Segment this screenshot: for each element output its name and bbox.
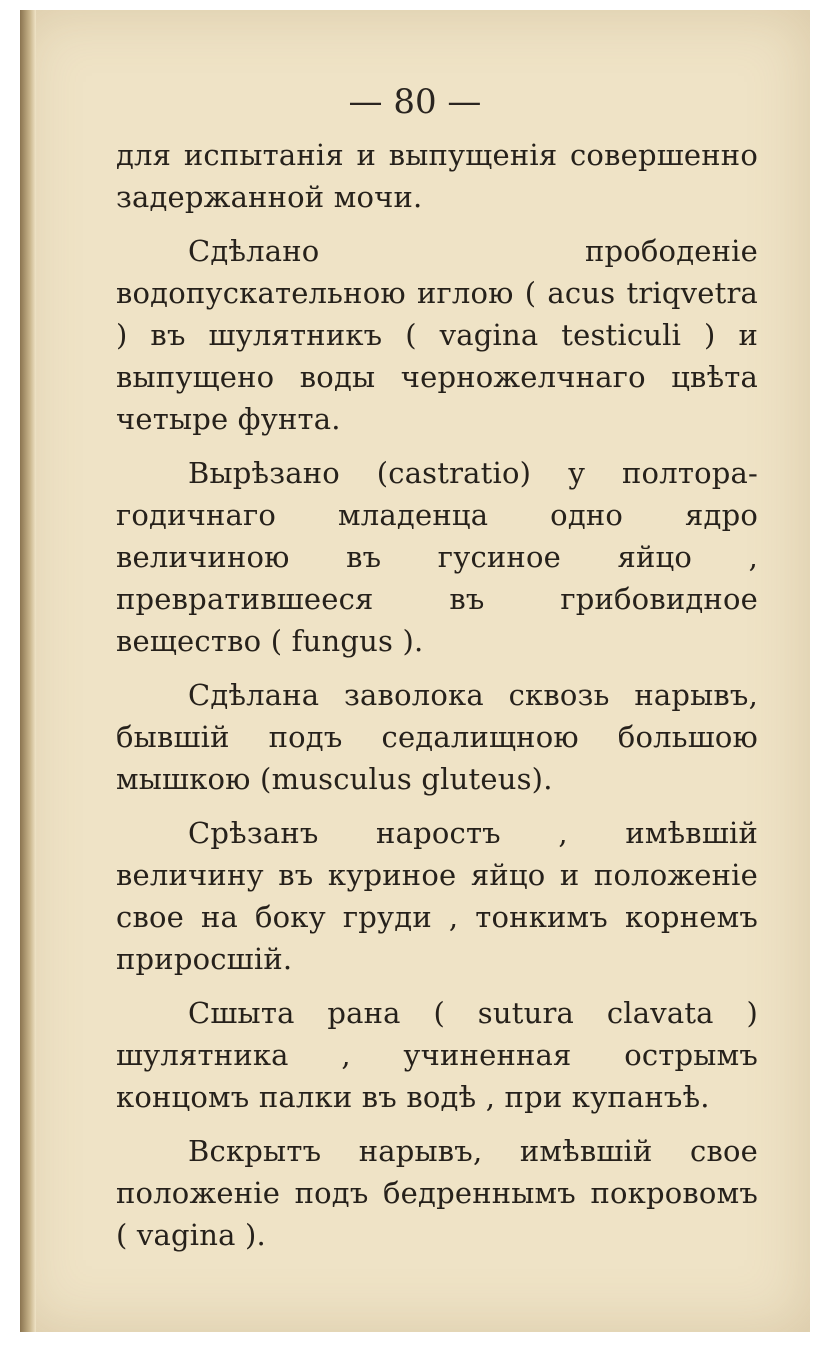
- book-spine: [20, 10, 36, 1332]
- page-number: — 80 —: [348, 82, 482, 122]
- paragraph-1: для испытанія и выпущенія совершенно задержанной мочи.: [116, 138, 758, 214]
- paragraph-4: Сдѣлана заволока сквозь нарывъ, бывшій подъ седалищною большою мышкою (musculus gluteus).: [116, 678, 758, 796]
- paragraph-6: Сшыта рана ( sutura clavata ) шулятника , учиненная острымъ концомъ палки въ водѣ , при купанъѣ.: [116, 996, 758, 1114]
- paragraph-5: Срѣзанъ наростъ , имѣвшій величину въ куриное яйцо и положеніе свое на боку груди , тонкимъ корнемъ приросшій.: [116, 816, 758, 976]
- paragraph-2: Сдѣлано прободеніе водопускательною иглою ( acus triqvetra ) въ шулятникъ ( vagina testiculi ) и выпущено воды черножелчнаго цвѣта четыре фунта.: [116, 234, 758, 436]
- book-page: [20, 10, 810, 1332]
- paragraph-3: Вырѣзано (castratio) у полтора-годичнаго младенца одно ядро величиною въ гусиное яйцо , превратившееся въ грибовидное вещество ( fungus ).: [116, 456, 758, 658]
- page-body: [116, 134, 758, 1268]
- paragraph-7: Вскрытъ нарывъ, имѣвшій свое положеніе подъ бедреннымъ покровомъ ( vagina ).: [116, 1134, 758, 1252]
